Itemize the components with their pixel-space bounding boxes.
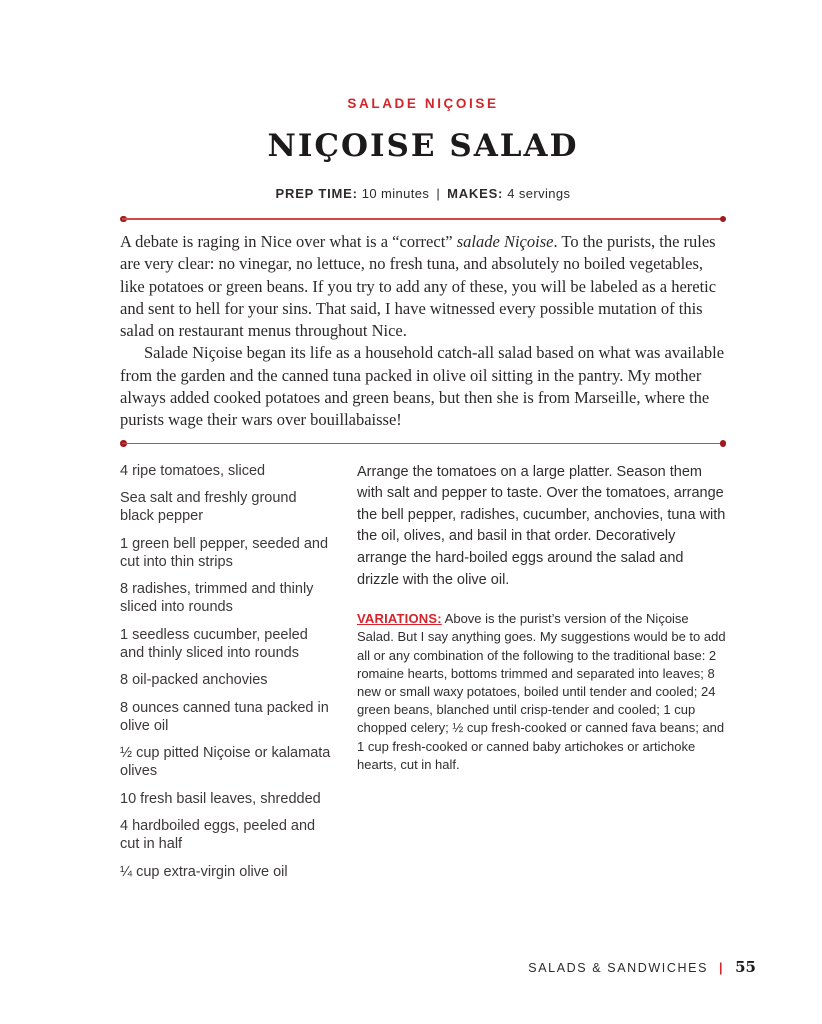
- ingredient-item: Sea salt and freshly ground black pepper: [120, 490, 297, 525]
- rule-dot-icon: [720, 216, 727, 223]
- ingredient-item: ¼ cup extra-virgin olive oil: [120, 863, 288, 880]
- rule-dot-icon: [720, 440, 727, 447]
- variations-paragraph: [357, 610, 726, 774]
- footer-section-title: SALADS & SANDWICHES: [528, 961, 709, 975]
- method-column: [357, 462, 726, 891]
- recipe-eyebrow: SALADE NIÇOISE: [347, 96, 499, 111]
- page-content: [120, 0, 726, 890]
- ingredient-list: [120, 462, 333, 891]
- rule-line: [122, 218, 724, 220]
- ingredient-item: 1 green bell pepper, seeded and cut into thin strips: [120, 535, 329, 570]
- headnote-italic-phrase: salade Niçoise: [456, 232, 554, 251]
- rule-line: [122, 443, 724, 445]
- meta-separator: |: [436, 186, 441, 201]
- ingredient-item: 8 oil-packed anchovies: [120, 672, 268, 689]
- variations-text: Above is the purist’s version of the Niçoise Salad. But I say anything goes. My suggestions would be to add all or any combination of the following to the traditional base: 2 romaine hearts, bottoms trimmed and separated into leaves; 8 new or small waxy potatoes, boiled until tender and cooled; 24 green beans, blanched until crisp-tender and cooled; 1 cup chopped celery; ½ cup fresh-cooked or canned fava beans; and 1 cup fresh-cooked or canned baby artichokes or artichoke hearts, cut in half.: [357, 611, 726, 772]
- recipe-header: [120, 96, 726, 201]
- prep-time-label: PREP TIME:: [275, 186, 358, 201]
- prep-time-value: 10 minutes: [357, 186, 430, 201]
- ingredient-item: 4 ripe tomatoes, sliced: [120, 462, 266, 479]
- recipe-title: NIÇOISE SALAD: [267, 128, 579, 164]
- ingredient-item: 1 seedless cucumber, peeled and thinly sliced into rounds: [120, 626, 308, 661]
- recipe-meta: [120, 186, 726, 201]
- variations-label: VARIATIONS:: [357, 611, 442, 627]
- page-footer: [528, 958, 756, 976]
- headnote-paragraph-1: [120, 231, 726, 342]
- instructions-paragraph: Arrange the tomatoes on a large platter. Season them with salt and pepper to taste. Over the tomatoes, arrange the bell pepper, radishes, cucumber, anchovies, tuna with the oil, olives, and basil in that order. Decoratively arrange the hard-boiled eggs around the salad and drizzle with the olive oil.: [357, 463, 726, 588]
- headnote: [120, 231, 726, 432]
- recipe-body: [120, 462, 726, 891]
- ingredient-item: 8 ounces canned tuna packed in olive oil: [120, 699, 329, 734]
- makes-label: MAKES:: [447, 186, 504, 201]
- ingredient-item: 8 radishes, trimmed and thinly sliced into rounds: [120, 581, 314, 616]
- divider-rule-top: [120, 215, 726, 222]
- ingredient-item: 4 hardboiled eggs, peeled and cut in half: [120, 818, 316, 853]
- ingredient-item: 10 fresh basil leaves, shredded: [120, 790, 321, 807]
- headnote-text: . To the purists, the rules are very clear: no vinegar, no lettuce, no fresh tuna, and absolutely no boiled vegetables, like potatoes or green beans. If you try to add any of these, you will be labeled as a heretic and sent to hell for your sins. That said, I have witnessed every possible mutation of this salad on restaurant menus throughout Nice.: [120, 232, 717, 341]
- ingredient-item: ½ cup pitted Niçoise or kalamata olives: [120, 745, 331, 780]
- footer-separator: |: [719, 961, 725, 975]
- headnote-text: A debate is raging in Nice over what is a “correct”: [120, 232, 457, 251]
- divider-rule-bottom: [120, 440, 726, 447]
- page-number: 55: [735, 958, 756, 976]
- headnote-paragraph-2: Salade Niçoise began its life as a household catch-all salad based on what was available from the garden and the canned tuna packed in olive oil sitting in the pantry. My mother always added cooked potatoes and green beans, but then she is from Marseille, where the purists wage their wars over bouillabaisse!: [120, 343, 725, 430]
- makes-value: 4 servings: [503, 186, 571, 201]
